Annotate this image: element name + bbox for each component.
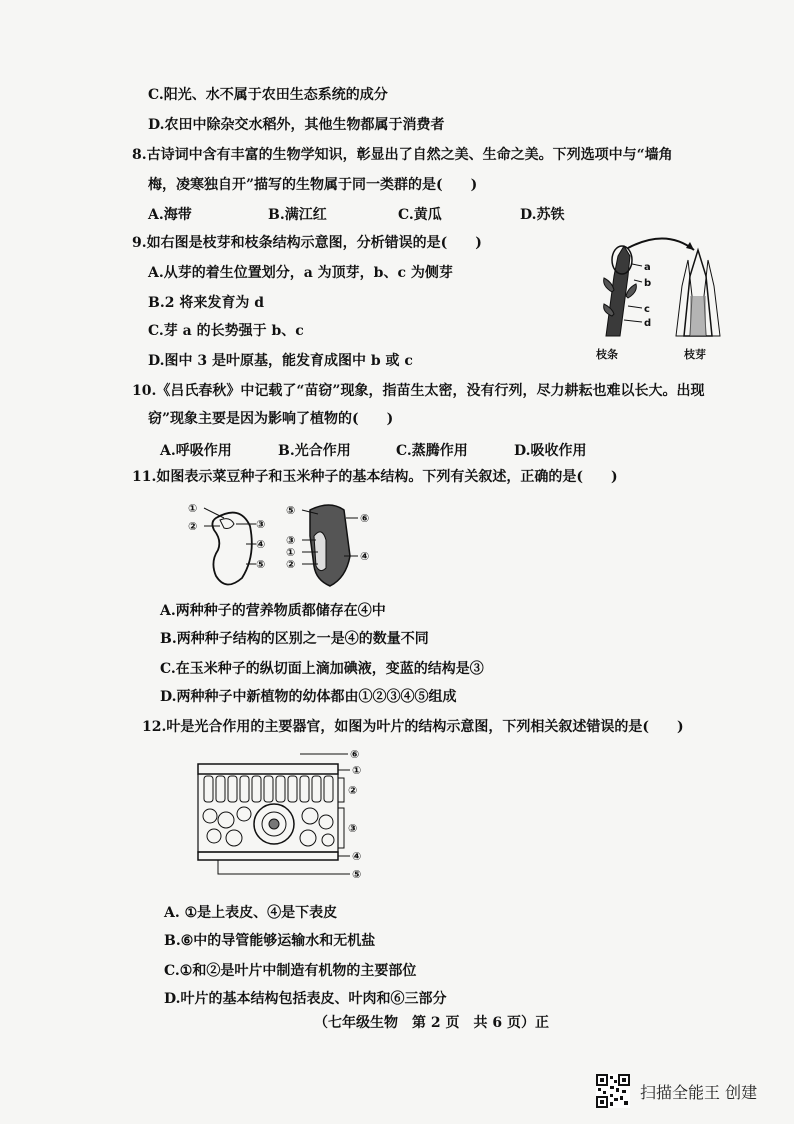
q11-corn-label-2: ② — [286, 558, 296, 571]
leaf-section-drawing — [198, 764, 350, 874]
q12-stem: 12.叶是光合作用的主要器官，如图为叶片的结构示意图，下列相关叙述错误的是( ) — [142, 719, 684, 735]
q12-option-d: D.叶片的基本结构包括表皮、叶肉和⑥三部分 — [164, 991, 447, 1007]
bud-section-drawing — [676, 250, 720, 336]
qr-code-icon — [596, 1074, 630, 1108]
q12-option-a: A. ①是上表皮、④是下表皮 — [164, 905, 338, 921]
q10-option-c: C.蒸腾作用 — [396, 443, 468, 459]
q8-options — [148, 204, 648, 222]
q9-option-b: B.2 将来发育为 d — [148, 295, 264, 311]
q11-bean-label-4: ④ — [256, 538, 266, 551]
q8-option-c: C.黄瓜 — [398, 207, 442, 223]
bean-seed-drawing — [212, 513, 251, 585]
corn-seed-drawing — [310, 505, 350, 586]
q12-label-5: ⑤ — [352, 868, 362, 881]
q7-option-c: C.阳光、水不属于农田生态系统的成分 — [148, 87, 388, 103]
q9-label-a: a — [644, 262, 651, 273]
scanner-watermark — [596, 1074, 757, 1108]
q12-option-b: B.⑥中的导管能够运输水和无机盐 — [164, 933, 376, 949]
q9-label-c: c — [644, 304, 650, 315]
q9-figure-branch-bud — [576, 236, 736, 364]
q11-bean-label-1: ① — [188, 502, 198, 515]
q11-corn-label-1: ① — [286, 546, 296, 559]
q8-option-d: D.苏铁 — [520, 207, 565, 223]
q11-bean-label-2: ② — [188, 520, 198, 533]
arrow-icon — [628, 238, 694, 250]
q8-option-a: A.海带 — [148, 207, 192, 223]
q12-label-1: ① — [352, 764, 362, 777]
q11-figure-seeds — [180, 496, 380, 592]
q11-corn-label-5: ⑤ — [286, 504, 296, 517]
q9-option-a: A.从芽的着生位置划分，a 为顶芽，b、c 为侧芽 — [148, 265, 453, 281]
q10-option-d: D.吸收作用 — [514, 443, 587, 459]
q11-option-a: A.两种种子的营养物质都储存在④中 — [160, 603, 386, 619]
q9-caption-branch: 枝条 — [596, 348, 618, 361]
q10-options — [160, 440, 640, 458]
q12-figure-leaf-section — [190, 746, 380, 892]
q10-option-b: B.光合作用 — [278, 443, 351, 459]
q8-stem-line1: 8.古诗词中含有丰富的生物学知识，彰显出了自然之美、生命之美。下列选项中与“墙角 — [132, 147, 673, 163]
q11-corn-label-3: ③ — [286, 534, 296, 547]
q10-option-a: A.呼吸作用 — [160, 443, 232, 459]
q7-option-d: D.农田中除杂交水稻外，其他生物都属于消费者 — [148, 117, 445, 133]
q11-option-c: C.在玉米种子的纵切面上滴加碘液，变蓝的结构是③ — [160, 661, 484, 677]
q10-stem-line1: 10.《吕氏春秋》中记载了“苗窃”现象，指苗生太密，没有行列，尽力耕耘也难以长大。出现 — [132, 383, 705, 399]
q11-bean-label-3: ③ — [256, 518, 266, 531]
q8-stem-line2: 梅，凌寒独自开”描写的生物属于同一类群的是( ) — [148, 177, 478, 193]
q11-corn-label-4: ④ — [360, 550, 370, 563]
q9-caption-bud: 枝芽 — [684, 348, 706, 361]
q10-stem-line2: 窃”现象主要是因为影响了植物的( ) — [148, 411, 394, 427]
q11-corn-label-6: ⑥ — [360, 512, 370, 525]
q9-stem: 9.如右图是枝芽和枝条结构示意图，分析错误的是( ) — [132, 235, 482, 251]
q9-option-c: C.芽 a 的长势强于 b、c — [148, 323, 304, 339]
q11-stem: 11.如图表示菜豆种子和玉米种子的基本结构。下列有关叙述，正确的是( ) — [132, 469, 618, 485]
q12-label-6: ⑥ — [350, 748, 360, 761]
q9-option-d: D.图中 3 是叶原基，能发育成图中 b 或 c — [148, 353, 413, 369]
q12-option-c: C.①和②是叶片中制造有机物的主要部位 — [164, 963, 417, 979]
q11-option-d: D.两种种子中新植物的幼体都由①②③④⑤组成 — [160, 689, 457, 705]
watermark-text: 扫描全能王 创建 — [640, 1082, 758, 1102]
q12-label-3: ③ — [348, 822, 358, 835]
q9-label-d: d — [644, 318, 652, 329]
q9-label-b: b — [644, 278, 652, 289]
page-footer: （七年级生物 第 2 页 共 6 页）正 — [314, 1015, 549, 1031]
branch-drawing — [604, 246, 637, 336]
q11-option-b: B.两种种子结构的区别之一是④的数量不同 — [160, 631, 429, 647]
q11-bean-label-5: ⑤ — [256, 558, 266, 571]
q12-label-4: ④ — [352, 850, 362, 863]
q12-label-2: ② — [348, 784, 358, 797]
q8-option-b: B.满江红 — [268, 207, 327, 223]
